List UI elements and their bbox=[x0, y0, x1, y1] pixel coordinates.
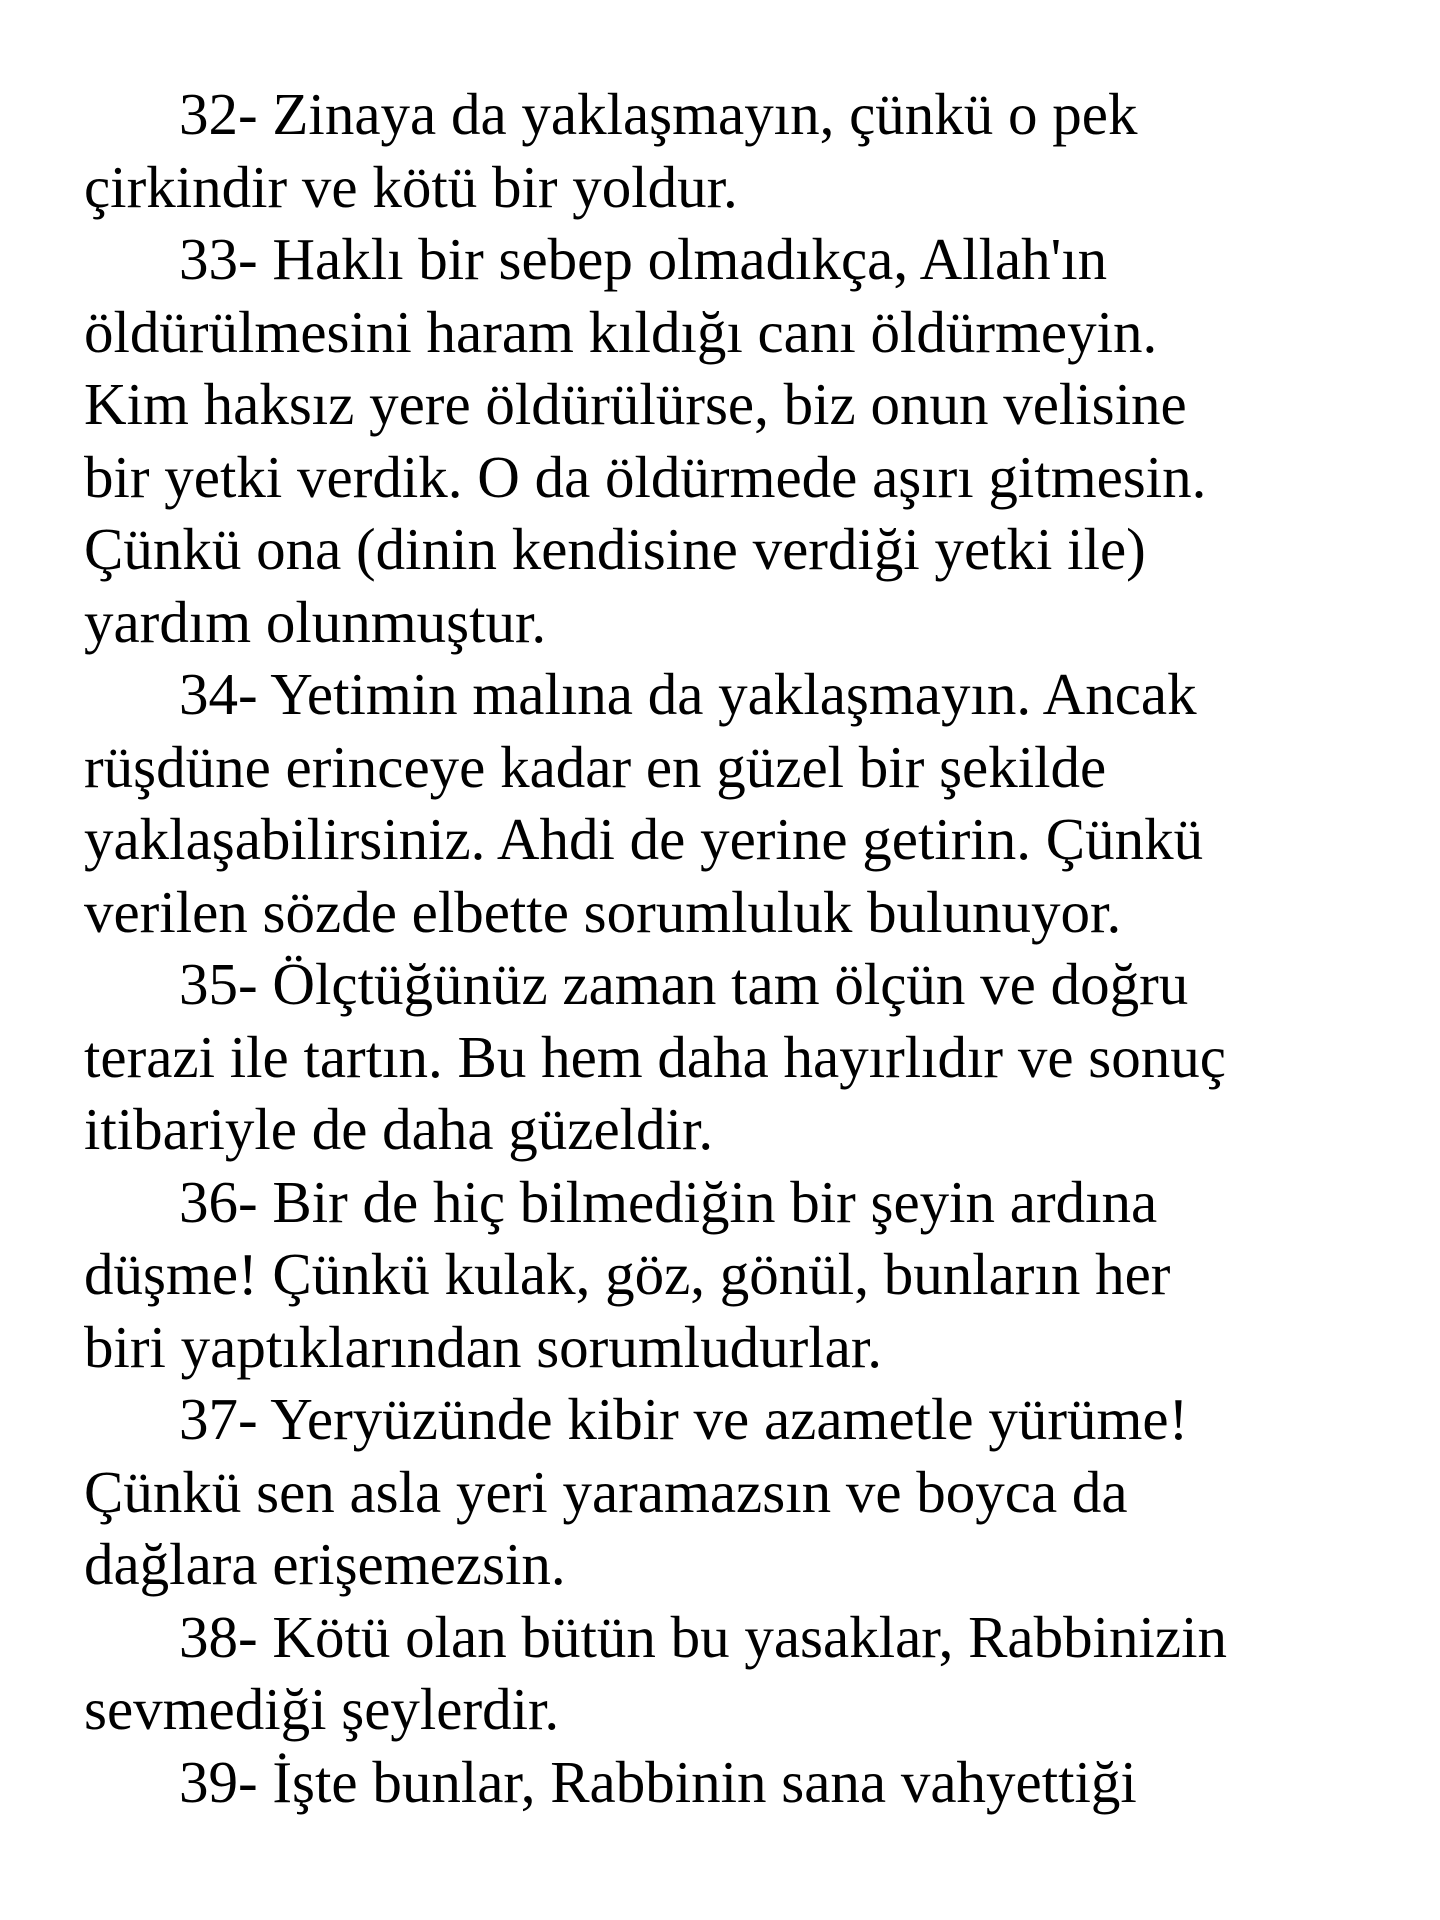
text-line: yardım olunmuştur. bbox=[84, 588, 547, 655]
text-line: sevmediği şeylerdir. bbox=[84, 1676, 560, 1742]
document-page bbox=[84, 78, 1384, 1818]
text-line: 39- İşte bunlar, Rabbinin sana vahyettiği bbox=[179, 1748, 1137, 1815]
text-line: çirkindir ve kötü bir yoldur. bbox=[84, 153, 738, 220]
text-line: yaklaşabilirsiniz. Ahdi de yerine getirin. Çünkü bbox=[84, 806, 1204, 872]
text-line: 38- Kötü olan bütün bu yasaklar, Rabbinizin bbox=[179, 1603, 1227, 1670]
text-line: 32- Zinaya da yaklaşmayın, çünkü o pek bbox=[179, 81, 1138, 147]
text-line: 36- Bir de hiç bilmediğin bir şeyin ardına bbox=[179, 1168, 1158, 1235]
text-line: terazi ile tartın. Bu hem daha hayırlıdır ve sonuç bbox=[84, 1023, 1226, 1090]
text-line: bir yetki verdik. O da öldürmede aşırı gitmesin. bbox=[84, 443, 1207, 510]
text-line: dağlara erişemezsin. bbox=[84, 1531, 566, 1597]
text-line: 35- Ölçtüğünüz zaman tam ölçün ve doğru bbox=[179, 951, 1189, 1017]
text-line: Çünkü sen asla yeri yaramazsın ve boyca da bbox=[84, 1458, 1128, 1525]
text-line: Çünkü ona (dinin kendisine verdiği yetki ile) bbox=[84, 516, 1146, 582]
text-line: itibariyle de daha güzeldir. bbox=[84, 1096, 714, 1162]
text-line: 37- Yeryüzünde kibir ve azametle yürüme! bbox=[179, 1386, 1189, 1452]
text-line: öldürülmesini haram kıldığı canı öldürmeyin. bbox=[84, 298, 1158, 365]
text-line: 34- Yetimin malına da yaklaşmayın. Ancak bbox=[179, 661, 1197, 727]
text-line: Kim haksız yere öldürülürse, biz onun velisine bbox=[84, 371, 1187, 437]
text-line: düşme! Çünkü kulak, göz, gönül, bunların her bbox=[84, 1241, 1171, 1307]
text-line: verilen sözde elbette sorumluluk bulunuyor. bbox=[84, 878, 1122, 945]
text-line: rüşdüne erinceye kadar en güzel bir şekilde bbox=[84, 733, 1107, 800]
text-line: biri yaptıklarından sorumludurlar. bbox=[84, 1313, 882, 1380]
text-line: 33- Haklı bir sebep olmadıkça, Allah'ın bbox=[179, 226, 1108, 292]
